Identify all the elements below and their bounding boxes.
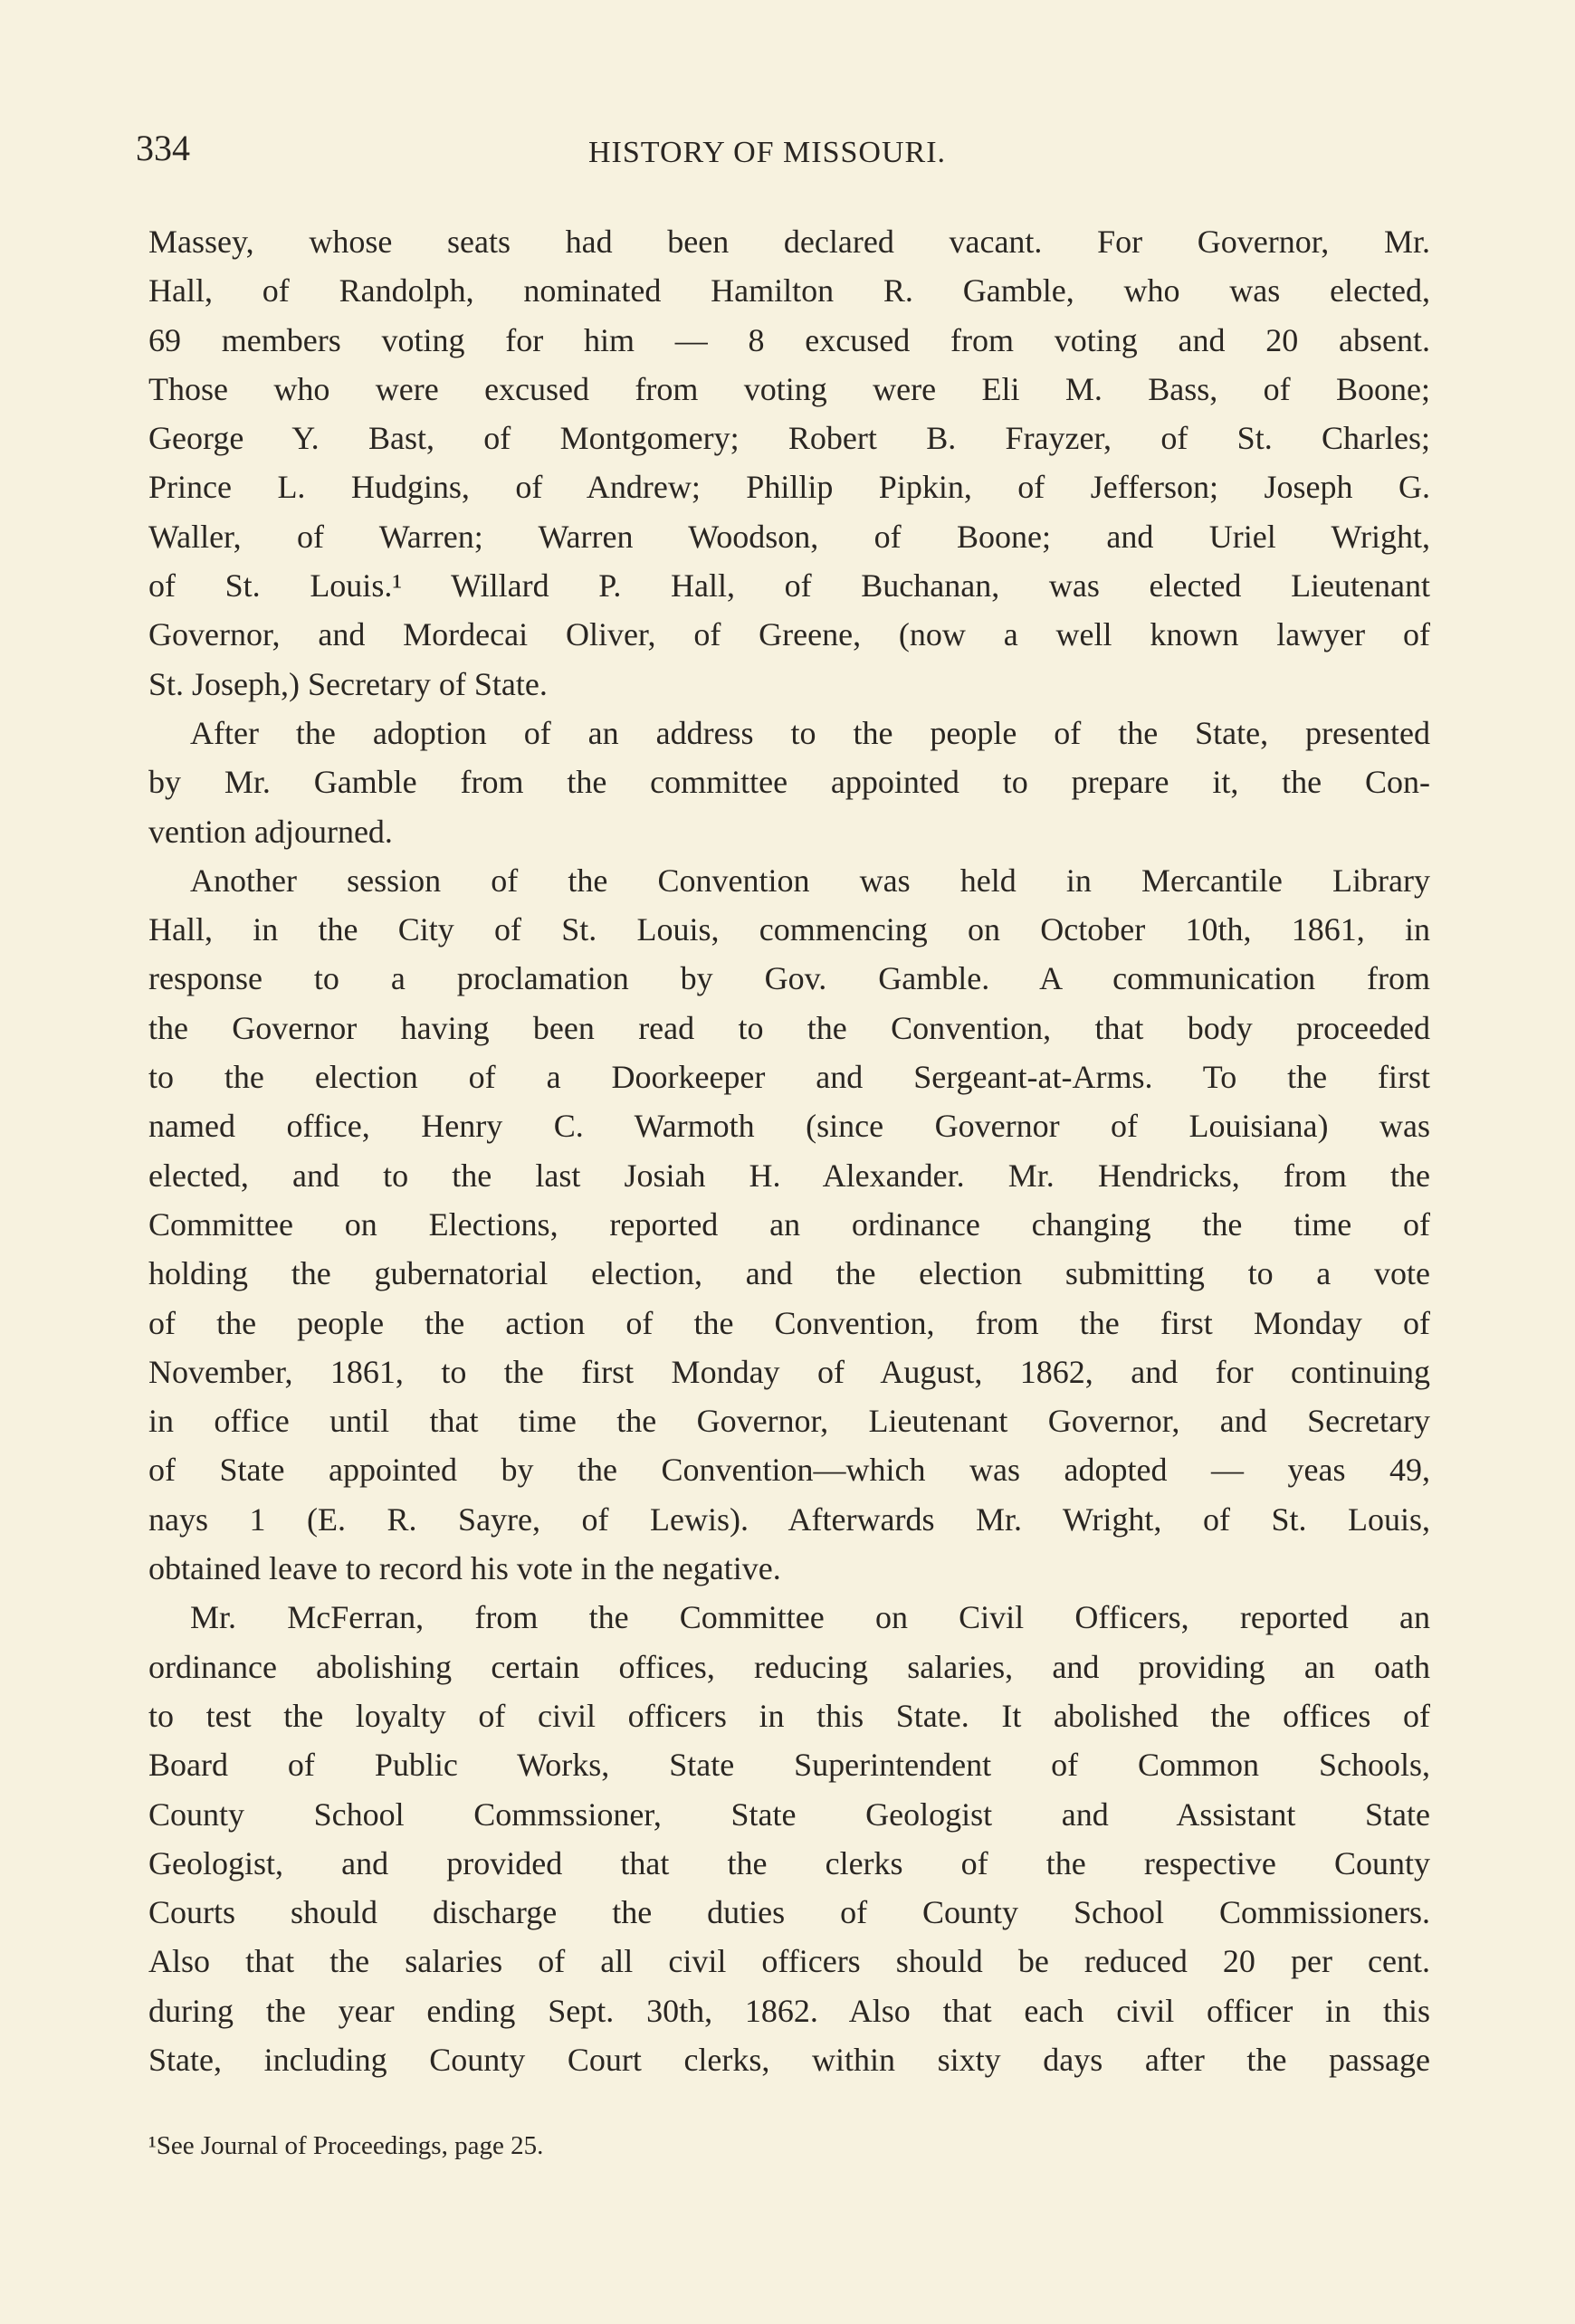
body-text — [148, 217, 1430, 2084]
text-line: Geologist, and provided that the clerks of the respective County — [148, 1844, 1430, 1881]
text-line: in office until that time the Governor, Lieutenant Governor, and Secretary — [148, 1403, 1430, 1440]
text-line: Also that the salaries of all civil officers should be reduced 20 per cent. — [148, 1943, 1430, 1980]
text-line: George Y. Bast, of Montgomery; Robert B. Frayzer, of St. Charles; — [148, 420, 1430, 457]
text-line: response to a proclamation by Gov. Gamble. A communication from — [148, 960, 1430, 997]
text-line: of the people the action of the Convention, from the first Monday of — [148, 1304, 1430, 1341]
text-line: County School Commssioner, State Geologist and Assistant State — [148, 1795, 1430, 1833]
text-line: named office, Henry C. Warmoth (since Governor of Louisiana) was — [148, 1108, 1430, 1145]
text-line: by Mr. Gamble from the committee appointed to prepare it, the Con- — [148, 764, 1430, 801]
text-line: Hall, of Randolph, nominated Hamilton R. Gamble, who was elected, — [148, 272, 1430, 310]
text-line: State, including County Court clerks, within sixty days after the passage — [148, 2041, 1430, 2078]
text-line: vention adjourned. — [148, 813, 393, 850]
text-line: Hall, in the City of St. Louis, commencing on October 10th, 1861, in — [148, 911, 1430, 948]
running-title: HISTORY OF MISSOURI. — [588, 136, 947, 169]
text-line: of State appointed by the Convention—which was adopted — yeas 49, — [148, 1452, 1430, 1489]
text-line: Mr. McFerran, from the Committee on Civil Officers, reported an — [190, 1599, 1430, 1636]
text-line: November, 1861, to the first Monday of August, 1862, and for continuing — [148, 1353, 1430, 1390]
text-line: Massey, whose seats had been declared vacant. For Governor, Mr. — [148, 224, 1430, 260]
page-number: 334 — [136, 128, 190, 168]
text-line: of St. Louis.¹ Willard P. Hall, of Buchanan, was elected Lieutenant — [148, 567, 1430, 605]
text-line: Board of Public Works, State Superintendent of Common Schools, — [148, 1747, 1430, 1784]
text-line: the Governor having been read to the Convention, that body proceeded — [148, 1009, 1430, 1046]
text-line: during the year ending Sept. 30th, 1862. Also that each civil officer in this — [148, 1992, 1430, 2029]
text-line: Another session of the Convention was held in Mercantile Library — [190, 862, 1430, 899]
text-line: Committee on Elections, reported an ordinance changing the time of — [148, 1205, 1430, 1243]
text-line: holding the gubernatorial election, and the election submitting to a vote — [148, 1255, 1430, 1292]
text-line: Prince L. Hudgins, of Andrew; Phillip Pipkin, of Jefferson; Joseph G. — [148, 469, 1430, 506]
text-line: Governor, and Mordecai Oliver, of Greene, (now a well known lawyer of — [148, 616, 1430, 653]
text-line: Courts should discharge the duties of County School Commissioners. — [148, 1894, 1430, 1931]
footnote: ¹See Journal of Proceedings, page 25. — [148, 2131, 544, 2160]
text-line: nays 1 (E. R. Sayre, of Lewis). Afterwards Mr. Wright, of St. Louis, — [148, 1500, 1430, 1538]
text-line: elected, and to the last Josiah H. Alexander. Mr. Hendricks, from the — [148, 1157, 1430, 1194]
text-line: After the adoption of an address to the people of the State, presented — [190, 714, 1430, 751]
text-line: to test the loyalty of civil officers in this State. It abolished the offices of — [148, 1697, 1430, 1734]
text-line: 69 members voting for him — 8 excused from voting and 20 absent. — [148, 321, 1430, 358]
text-line: St. Joseph,) Secretary of State. — [148, 665, 548, 702]
text-line: ordinance abolishing certain offices, reducing salaries, and providing an oath — [148, 1648, 1430, 1685]
text-line: Those who were excused from voting were Eli M. Bass, of Boone; — [148, 370, 1430, 407]
text-line: Waller, of Warren; Warren Woodson, of Boone; and Uriel Wright, — [148, 518, 1430, 555]
text-line: obtained leave to record his vote in the negative. — [148, 1550, 781, 1587]
text-line: to the election of a Doorkeeper and Sergeant-at-Arms. To the first — [148, 1059, 1430, 1096]
